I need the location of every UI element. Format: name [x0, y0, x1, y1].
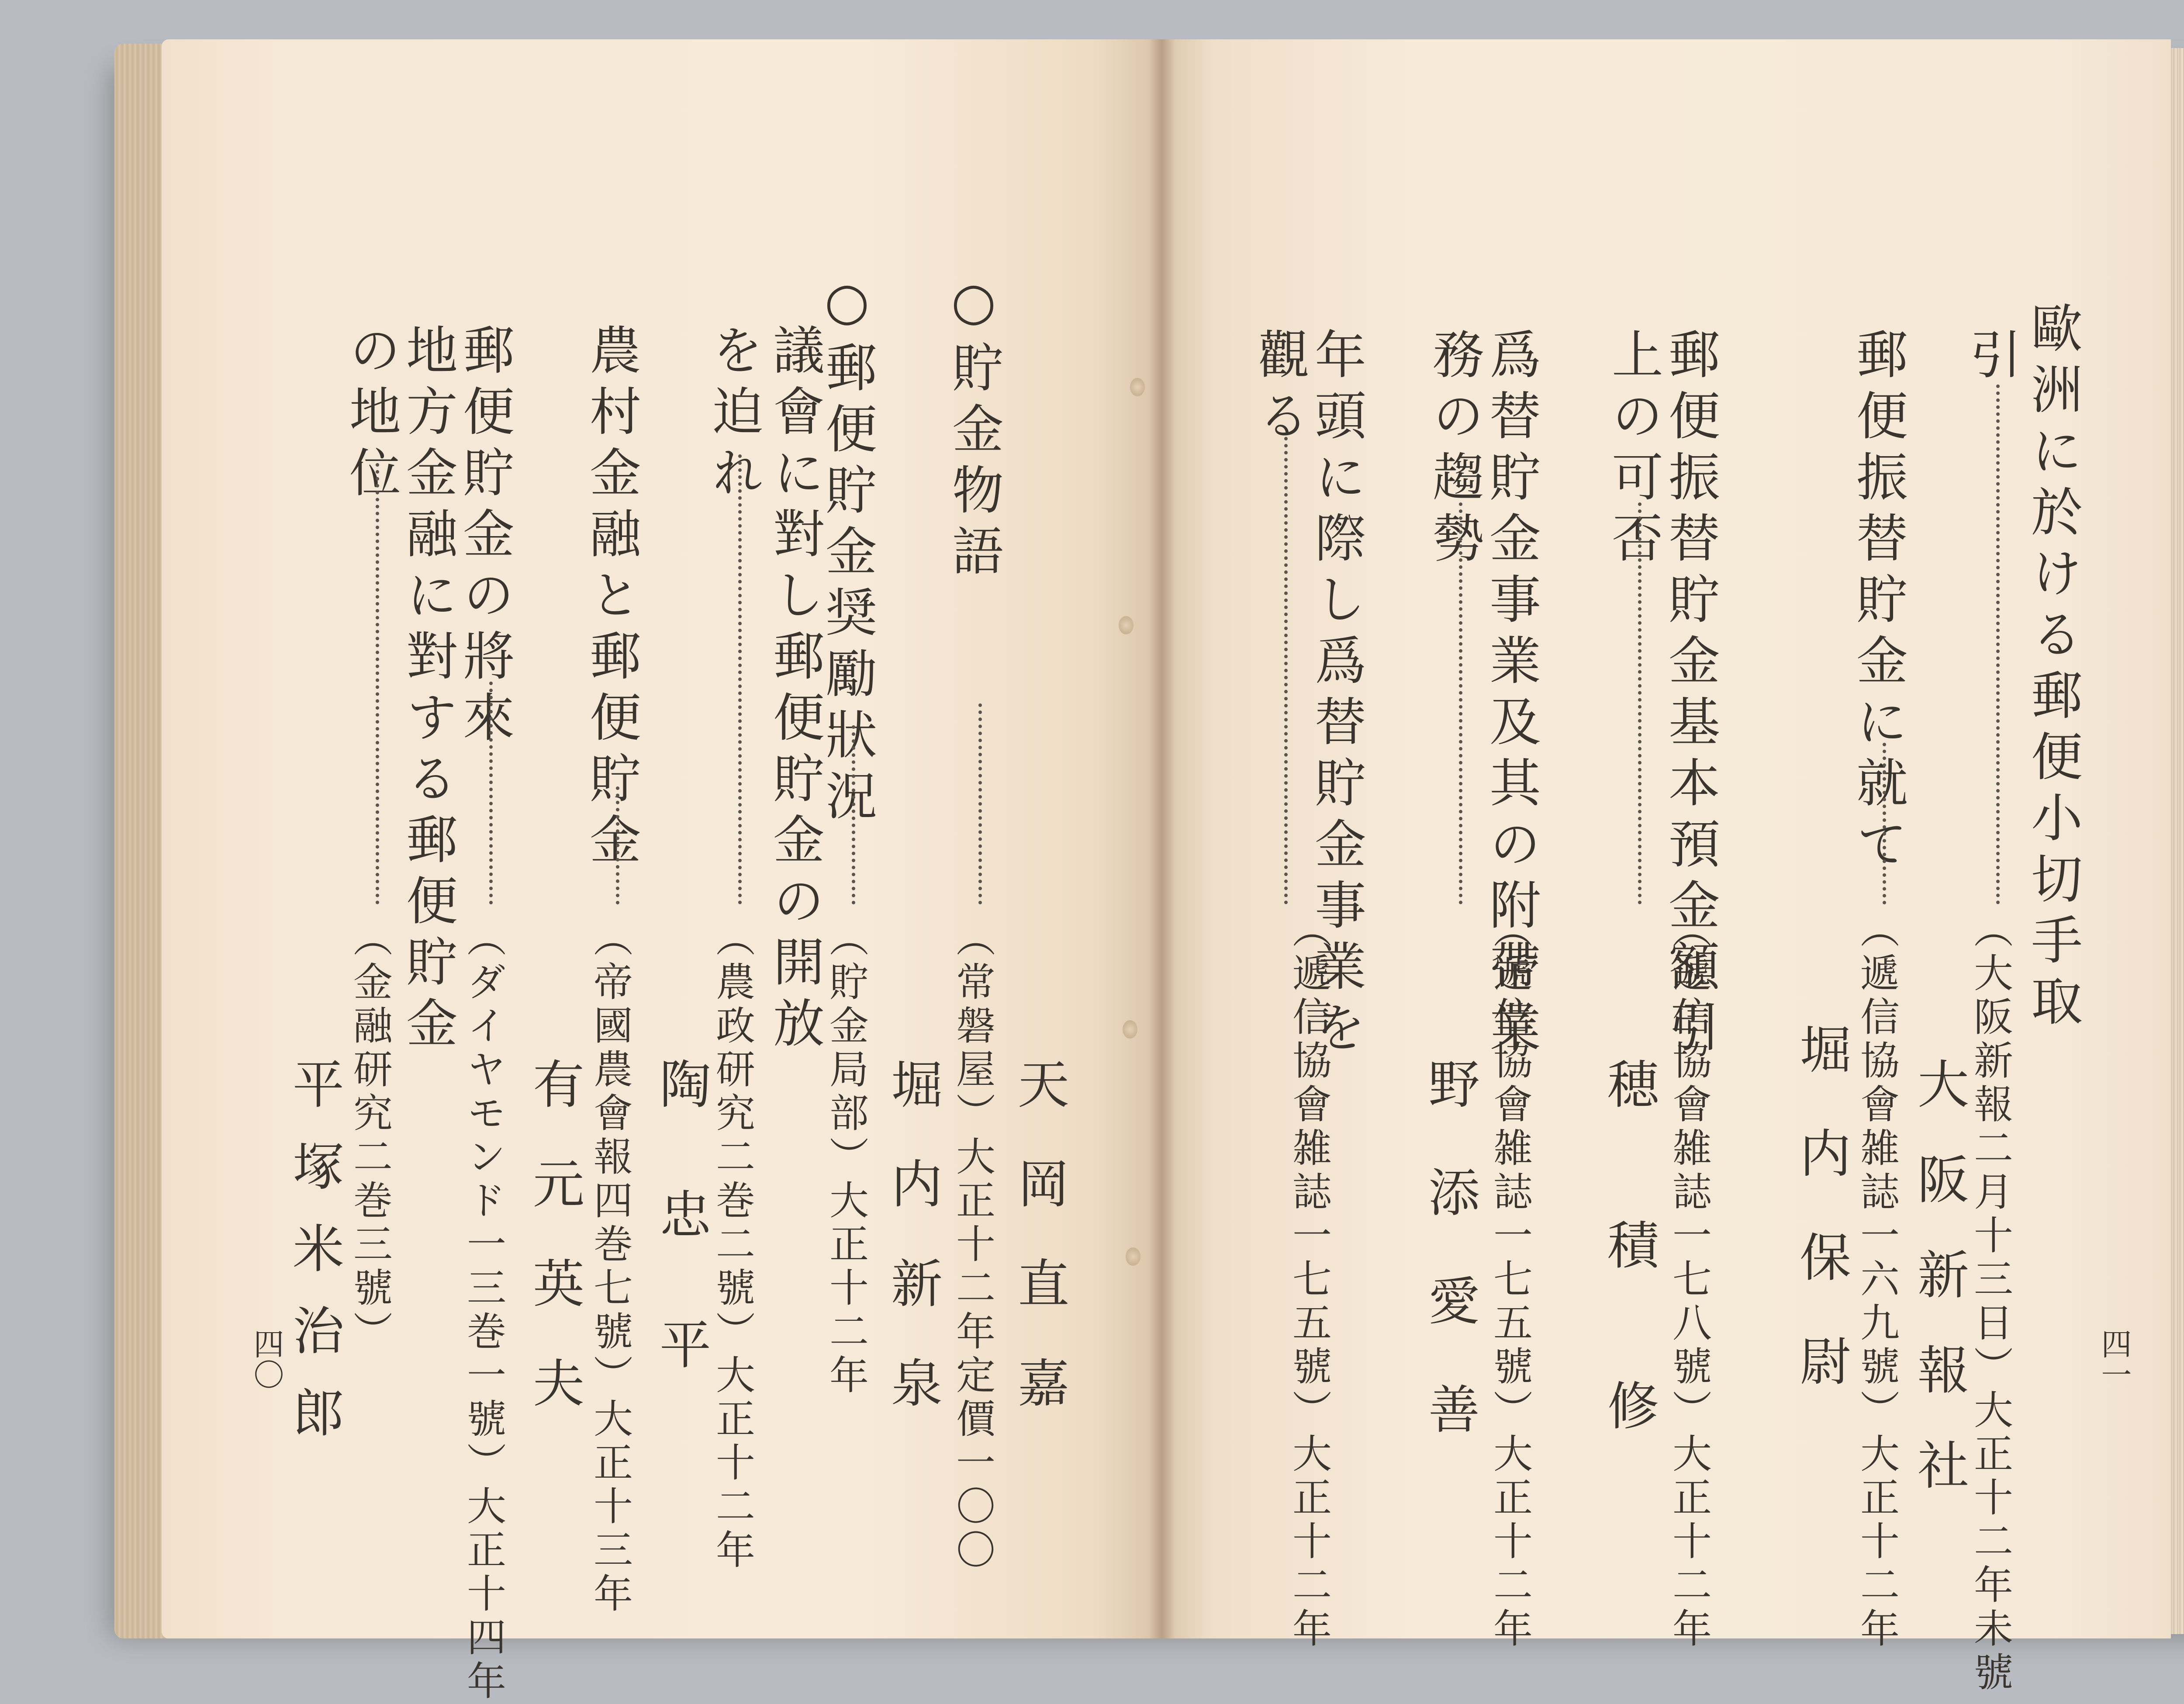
entry-source: （帝國農會報四巻七號）大正十三年: [587, 918, 632, 1617]
entry-source: （大阪新報二月十三日）大正十二年未號: [1967, 909, 2013, 1695]
entry-source: （遞信協會雑誌一六九號）大正十二年: [1853, 909, 1899, 1652]
entry-source: （金融研究二巻三號）: [346, 918, 392, 1354]
leader-dots: [489, 682, 493, 904]
entry-title: 歐洲に於ける郵便小切手取: [2022, 301, 2083, 1036]
entry-source: （農政研究二巻二號）大正十二年: [709, 918, 755, 1573]
leader-dots: [852, 725, 855, 904]
leader-dots: [1459, 502, 1462, 904]
entry-title: 郵便振替貯金基本預金額引: [1660, 328, 1720, 1062]
entry-title: を迫れ: [703, 323, 764, 507]
entry-title: 年頭に際し爲替貯金事業を: [1306, 328, 1366, 1062]
entry-author: 平塚米治郎: [284, 1057, 344, 1468]
binding-hole: [1119, 616, 1133, 634]
entry-title: 郵便振替貯金に就て: [1848, 328, 1908, 878]
entry-source: （貯金局部）大正十二年: [822, 918, 868, 1398]
entry-title: 議會に對し郵便貯金の開放: [764, 323, 825, 1057]
entry-author: 野添愛善: [1420, 1057, 1480, 1491]
entry-author: 穂積修: [1599, 1057, 1659, 1540]
leader-dots: [1996, 384, 2000, 904]
entry-source: （遞信協會雑誌一七八號）大正十二年: [1666, 909, 1711, 1652]
leader-dots: [738, 454, 742, 904]
leader-dots: [978, 703, 982, 904]
binding-hole: [1126, 1247, 1140, 1266]
leader-dots: [376, 463, 379, 904]
leader-dots: [616, 786, 619, 904]
entry-source: （ダイヤモンド一三巻一號）大正十四年: [460, 918, 506, 1704]
entry-author: 堀内保尉: [1791, 1022, 1851, 1438]
entry-title: の地位: [341, 323, 401, 507]
leader-dots: [1284, 437, 1288, 904]
entry-title: 郵便貯金の將來: [454, 323, 515, 752]
entry-source: （遞信協會雑誌一七五號）大正十二年: [1286, 909, 1331, 1652]
entry-title: 地方金融に對する郵便貯金: [397, 323, 458, 1057]
entry-title: 引: [1961, 328, 2022, 389]
entry-title: 爲替貯金事業及其の附帶業: [1481, 328, 1541, 1062]
entry-title: 務の趨勢: [1424, 328, 1484, 572]
entry-author: 大阪新報社: [1909, 1057, 1969, 1534]
page-number: 四一: [2096, 1328, 2132, 1389]
entry-title: 觀る: [1249, 328, 1310, 450]
entry-author: 陶忠平: [651, 1057, 711, 1448]
entry-source: （遞信協會雑誌一七五號）大正十二年: [1486, 909, 1532, 1652]
entry-title: ○貯金物語: [943, 271, 1004, 585]
entry-author: 堀内新泉: [882, 1057, 943, 1456]
binding-hole: [1123, 1020, 1137, 1039]
leader-dots: [1638, 502, 1641, 904]
entry-title: ○郵便貯金奨勵狀況: [817, 271, 877, 830]
entry-title: 農村金融と郵便貯金: [581, 323, 641, 874]
leader-dots: [1883, 743, 1886, 904]
entry-source: （常磐屋）大正十二年定價一〇〇: [949, 918, 995, 1573]
entry-title: 上の可否: [1603, 328, 1663, 572]
book-gutter: [1149, 39, 1175, 1638]
entry-author: 天岡直嘉: [1009, 1057, 1069, 1456]
binding-hole: [1130, 378, 1145, 396]
entry-author: 有元英夫: [524, 1057, 584, 1456]
page-number: 四〇: [249, 1328, 284, 1389]
